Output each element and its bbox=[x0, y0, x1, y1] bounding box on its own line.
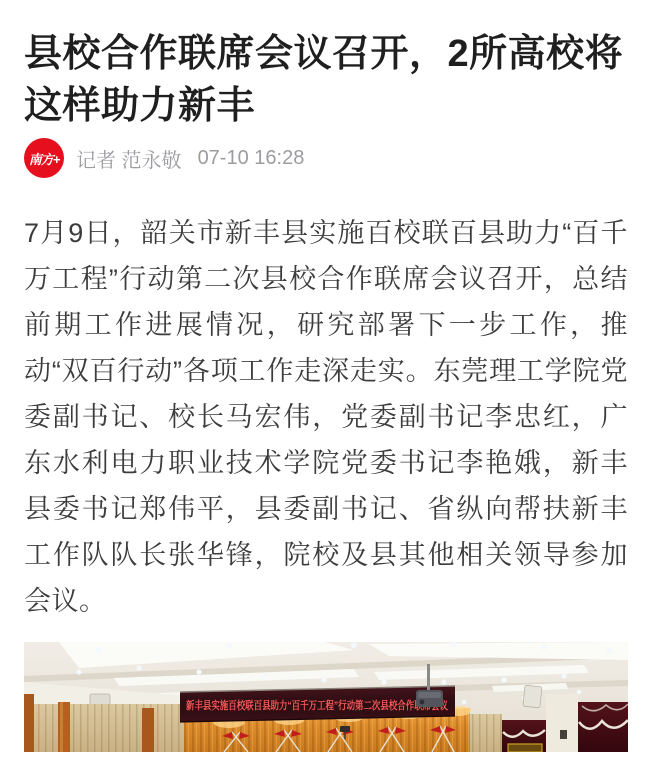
article-title: 县校合作联席会议召开，2所高校将这样助力新丰 bbox=[24, 33, 624, 127]
publish-time: 07-10 16:28 bbox=[197, 146, 305, 169]
article-body: 7月9日，韶关市新丰县实施百校联百县助力“百千万工程”行动第二次县校合作联席会议召开，总结前期工作进展情况，研究部署下一步工作，推动“双百行动”各项工作走深走实。东莞理工学院党委副书记、校长马宏伟，党委副书记李忠红，广东水利电力职业技术学院党委书记李艳娥，新丰县委书记郑伟平，县委副书记、省纵向帮扶新丰工作队队长张华锋，院校及县其他相关领导参加会议。 bbox=[24, 218, 628, 616]
byline bbox=[24, 138, 628, 178]
banner-text: 新丰县实施百校联百县助力“百千万工程”行动第二次县校合作联席会议 bbox=[186, 700, 527, 712]
gold-plaque bbox=[508, 744, 542, 752]
logo-text: 南方+ bbox=[28, 151, 60, 167]
article-photo[interactable] bbox=[24, 642, 628, 752]
conference-hall-photo bbox=[24, 642, 628, 752]
nanfangplus-logo-icon[interactable] bbox=[24, 138, 64, 178]
wall-speaker-right bbox=[523, 685, 542, 708]
reporter-name[interactable]: 记者 范永敬 bbox=[76, 149, 182, 172]
